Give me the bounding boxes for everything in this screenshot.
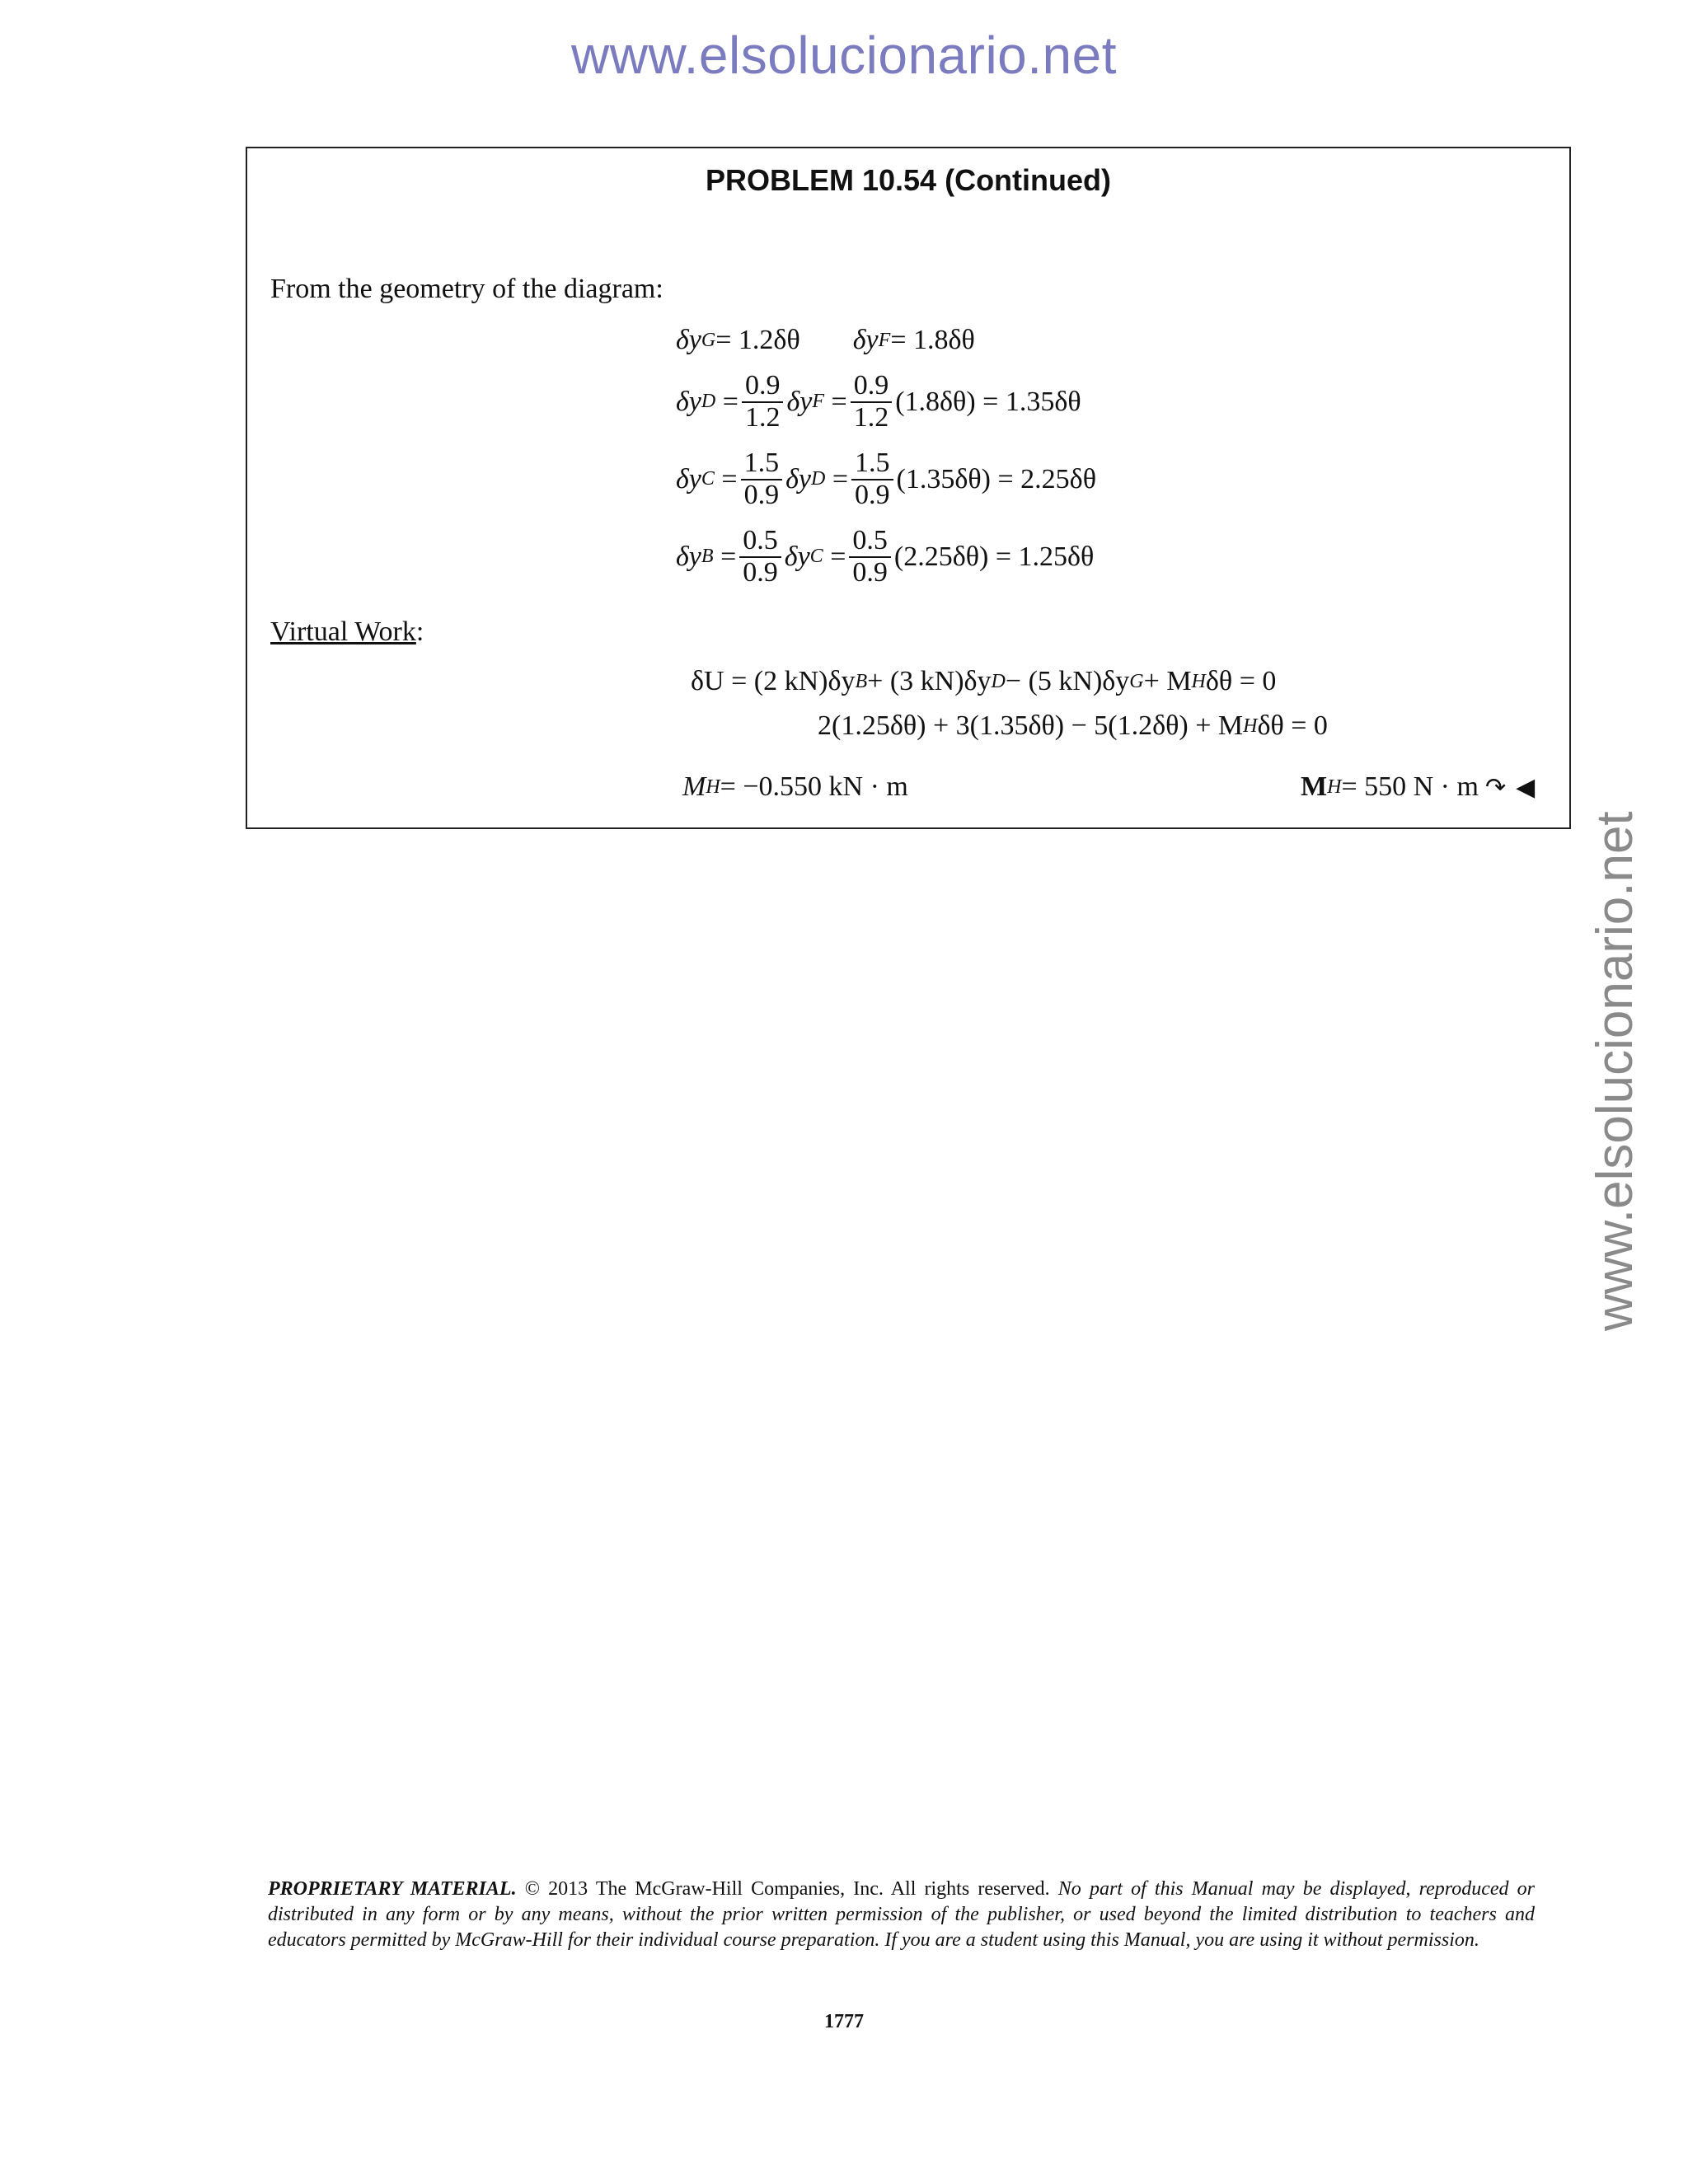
virtual-work-equation-1: δU = (2 kN)δy B + (3 kN)δy D − (5 kN)δy G + M H δθ = 0 <box>691 666 1277 696</box>
equation-1: δy G = 1.2δθ δy F = 1.8δθ <box>676 325 975 355</box>
problem-title: PROBLEM 10.54 (Continued) <box>705 163 1112 197</box>
watermark-side: www.elsolucionario.net <box>1587 811 1643 1331</box>
proprietary-notice: PROPRIETARY MATERIAL. © 2013 The McGraw-Hill Companies, Inc. All rights reserved. No part of this Manual may be displayed, reproduced or distributed in any form or by any means, without the prior written permission of the publisher, or used beyond the limited distribution to teachers and educators permitted by McGraw-Hill for their individual course preparation. If you are a student using this Manual, you are using it without permission. <box>268 1878 1535 1951</box>
equation-3: δy C = $\frac{1.5}{0.9}$ δy D = $\frac{1.5}{0.9}$ (1.35δθ) = 2.25δθ <box>676 448 1096 510</box>
page-number: 1777 <box>824 2011 864 2032</box>
equation-4: δy B = $\frac{0.5}{0.9}$ δy C = $\frac{0.5}{0.9}$ (2.25δθ) = 1.25δθ <box>676 525 1095 588</box>
virtual-work-label: Virtual Work: <box>270 616 424 647</box>
virtual-work-equation-2: 2(1.25δθ) + 3(1.35δθ) − 5(1.2δθ) + M H δθ = 0 <box>818 710 1328 741</box>
clockwise-arrow-icon: ↷ <box>1484 772 1507 802</box>
equation-2: δy D = $\frac{0.9}{1.2}$ δy F = $\frac{0.9}{1.2}$ (1.8δθ) = 1.35δθ <box>676 370 1081 433</box>
problem-box <box>246 147 1571 829</box>
result-equation: M H = −0.550 kN · m <box>682 771 908 802</box>
geometry-intro: From the geometry of the diagram: <box>270 274 663 304</box>
answer-marker-icon: ◀ <box>1516 772 1536 802</box>
watermark-top: www.elsolucionario.net <box>571 26 1117 85</box>
final-answer: M H = 550 N · m ↷ ◀ <box>1301 771 1536 802</box>
